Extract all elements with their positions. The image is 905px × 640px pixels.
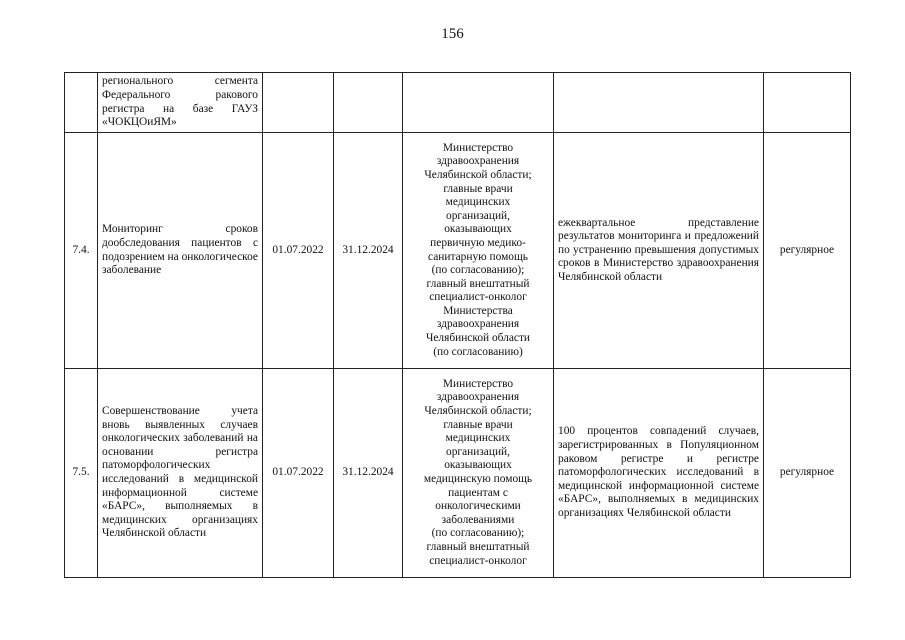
table-row-continuation <box>65 73 851 133</box>
cell-start-date: 01.07.2022 <box>263 133 334 369</box>
cell-responsible <box>403 369 554 578</box>
responsible-text: Министерство здравоохранения Челябинской области; главные врачи медицинских организаций, оказывающих медицинскую помощь пациентам с онкологическими заболеваниями (по согласованию); главный внештатный специалист-онколог <box>423 377 533 567</box>
responsible-text: Министерство здравоохранения Челябинской области; главные врачи медицинских организаций, оказывающих первичную медико- санитарную помощь (по согласованию); главный внештатный специалист-онколог Министерства здравоохранения Челябинской области (по согласованию) <box>424 141 532 358</box>
cell-measure-name: Мониторинг сроков дообследования пациентов с подозрением на онкологическое заболевание <box>98 133 263 369</box>
page-number: 156 <box>441 26 464 42</box>
cell-responsible <box>403 73 554 133</box>
cell-result: ежеквартальное представление результатов мониторинга и предложений по устранению превышения допустимых сроков в Министерство здравоохранения Челябинской области <box>554 133 764 369</box>
cell-end-date <box>334 73 403 133</box>
cell-periodicity: регулярное <box>764 369 851 578</box>
cell-end-date: 31.12.2024 <box>334 369 403 578</box>
cell-number: 7.4. <box>65 133 98 369</box>
cell-start-date <box>263 73 334 133</box>
cell-measure-name <box>98 73 263 133</box>
cell-end-date: 31.12.2024 <box>334 133 403 369</box>
cell-number: 7.5. <box>65 369 98 578</box>
cell-responsible <box>403 133 554 369</box>
cell-start-date: 01.07.2022 <box>263 369 334 578</box>
cell-periodicity <box>764 73 851 133</box>
cell-number <box>65 73 98 133</box>
measures-table <box>64 72 851 578</box>
table-row-7-5 <box>65 369 851 578</box>
measure-name-text: регионального сегмента Федерального ракового регистра на базе ГАУЗ «ЧОКЦОиЯМ» <box>102 75 258 129</box>
table-row-7-4 <box>65 133 851 369</box>
cell-measure-name: Совершенствование учета вновь выявленных случаев онкологических заболеваний на основании регистра патоморфологических исследований в медицинской информационной системе «БАРС», выполняемых в медицинских организациях Челябинской области <box>98 369 263 578</box>
cell-result <box>554 73 764 133</box>
cell-result: 100 процентов совпадений случаев, зарегистрированных в Популяционном раковом регистре и регистре патоморфологических исследований в медицинской информационной системе «БАРС», выполняемых в медицинских организациях Челябинской области <box>554 369 764 578</box>
cell-periodicity: регулярное <box>764 133 851 369</box>
